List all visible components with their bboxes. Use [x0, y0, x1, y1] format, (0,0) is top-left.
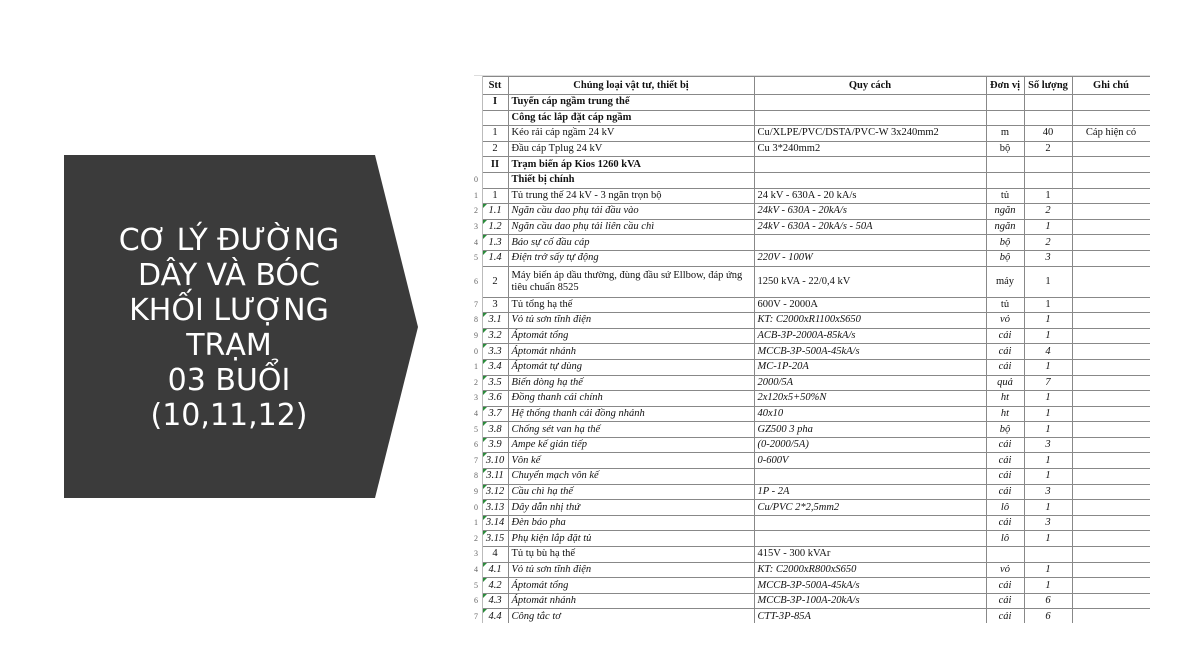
cell-stt: 1 [482, 126, 508, 142]
table-row [474, 126, 1150, 142]
cell-material: Vôn kế [508, 453, 754, 469]
cell-spec: Cu 3*240mm2 [754, 141, 986, 157]
cell-material: Báo sự cố đầu cáp [508, 235, 754, 251]
cell-material: Thiết bị chính [508, 172, 754, 188]
cell-stt: 3.5 [482, 375, 508, 391]
table-row [474, 188, 1150, 204]
banner-line: DÂY VÀ BÓC [138, 258, 320, 293]
cell-note [1072, 562, 1150, 578]
cell-quantity: 1 [1024, 578, 1072, 594]
cell-note [1072, 359, 1150, 375]
cell-unit: ngăn [986, 204, 1024, 220]
table-row [474, 406, 1150, 422]
cell-unit: tủ [986, 297, 1024, 313]
cell-note [1072, 391, 1150, 407]
cell-material: Vỏ tủ sơn tĩnh điện [508, 562, 754, 578]
row-number-header [474, 77, 482, 95]
row-number: 2 [474, 375, 482, 391]
cell-unit [986, 172, 1024, 188]
cell-quantity: 7 [1024, 375, 1072, 391]
cell-quantity: 6 [1024, 609, 1072, 623]
cell-quantity: 1 [1024, 531, 1072, 547]
table-row [474, 110, 1150, 126]
cell-spec: MCCB-3P-100A-20kA/s [754, 593, 986, 609]
cell-spec: KT: C2000xR1100xS650 [754, 313, 986, 329]
cell-stt: 3.10 [482, 453, 508, 469]
table-row [474, 437, 1150, 453]
cell-unit: m [986, 126, 1024, 142]
row-number: 9 [474, 328, 482, 344]
row-number: 6 [474, 593, 482, 609]
cell-material: Điện trở sấy tự động [508, 250, 754, 266]
table-row [474, 375, 1150, 391]
cell-stt: 1 [482, 188, 508, 204]
table-row [474, 359, 1150, 375]
cell-spec: 2000/5A [754, 375, 986, 391]
cell-material: Áptomát nhánh [508, 344, 754, 360]
cell-note [1072, 235, 1150, 251]
cell-unit: bộ [986, 141, 1024, 157]
cell-quantity: 1 [1024, 500, 1072, 516]
cell-unit: cái [986, 359, 1024, 375]
row-number: 3 [474, 391, 482, 407]
cell-material: Tủ trung thế 24 kV - 3 ngăn trọn bộ [508, 188, 754, 204]
cell-note [1072, 515, 1150, 531]
cell-note [1072, 204, 1150, 220]
row-number: 6 [474, 266, 482, 297]
cell-quantity [1024, 547, 1072, 563]
cell-quantity: 1 [1024, 469, 1072, 485]
row-number: 2 [474, 204, 482, 220]
cell-stt: II [482, 157, 508, 173]
row-number: 5 [474, 422, 482, 438]
cell-spec [754, 157, 986, 173]
cell-spec: Cu/PVC 2*2,5mm2 [754, 500, 986, 516]
cell-note [1072, 266, 1150, 297]
cell-quantity: 1 [1024, 406, 1072, 422]
cell-note [1072, 593, 1150, 609]
cell-unit: cái [986, 484, 1024, 500]
materials-table [474, 76, 1150, 623]
cell-stt: 3.9 [482, 437, 508, 453]
cell-note [1072, 297, 1150, 313]
row-number: 4 [474, 235, 482, 251]
cell-note [1072, 453, 1150, 469]
row-number: 7 [474, 453, 482, 469]
cell-stt: 3.1 [482, 313, 508, 329]
cell-quantity [1024, 157, 1072, 173]
cell-spec [754, 172, 986, 188]
row-number: 8 [474, 313, 482, 329]
banner-line: KHỐI LƯỢNG [129, 293, 329, 328]
row-number: 5 [474, 578, 482, 594]
cell-material: Áptomát tổng [508, 328, 754, 344]
cell-stt: 4.3 [482, 593, 508, 609]
table-row [474, 391, 1150, 407]
cell-spec: 24 kV - 630A - 20 kA/s [754, 188, 986, 204]
cell-note [1072, 375, 1150, 391]
cell-quantity: 1 [1024, 422, 1072, 438]
banner-line: 03 BUỔI [167, 363, 291, 398]
cell-spec: 1P - 2A [754, 484, 986, 500]
row-number: 1 [474, 515, 482, 531]
cell-quantity: 3 [1024, 250, 1072, 266]
cell-unit: cái [986, 328, 1024, 344]
cell-quantity [1024, 172, 1072, 188]
cell-quantity: 2 [1024, 141, 1072, 157]
cell-stt: 4.4 [482, 609, 508, 623]
cell-note [1072, 547, 1150, 563]
cell-unit: cái [986, 593, 1024, 609]
spreadsheet-image [474, 58, 1150, 623]
cell-spec [754, 531, 986, 547]
table-row [474, 469, 1150, 485]
table-row [474, 500, 1150, 516]
cell-material: Hệ thống thanh cái đồng nhánh [508, 406, 754, 422]
cell-stt: 3.15 [482, 531, 508, 547]
cell-material: Ampe kế gián tiếp [508, 437, 754, 453]
cell-spec: 600V - 2000A [754, 297, 986, 313]
cell-note [1072, 141, 1150, 157]
cell-quantity: 40 [1024, 126, 1072, 142]
row-number: 8 [474, 469, 482, 485]
cell-spec: 220V - 100W [754, 250, 986, 266]
banner-title [64, 196, 394, 460]
cell-quantity: 6 [1024, 593, 1072, 609]
cell-stt: 3.12 [482, 484, 508, 500]
cell-quantity: 1 [1024, 328, 1072, 344]
table-row [474, 204, 1150, 220]
cell-quantity: 4 [1024, 344, 1072, 360]
cell-quantity [1024, 110, 1072, 126]
cell-spec: CTT-3P-85A [754, 609, 986, 623]
cell-quantity: 3 [1024, 515, 1072, 531]
cell-stt: 3.8 [482, 422, 508, 438]
cell-note [1072, 110, 1150, 126]
row-number: 5 [474, 250, 482, 266]
cell-unit: bộ [986, 422, 1024, 438]
cell-material: Phụ kiện lắp đặt tủ [508, 531, 754, 547]
row-number: 1 [474, 359, 482, 375]
cell-unit [986, 157, 1024, 173]
cell-material: Áptomát tự dùng [508, 359, 754, 375]
header-unit: Đơn vị [986, 77, 1024, 95]
cell-spec: GZ500 3 pha [754, 422, 986, 438]
cell-unit: vỏ [986, 562, 1024, 578]
cell-spec [754, 515, 986, 531]
cell-material: Cầu chì hạ thế [508, 484, 754, 500]
cell-note [1072, 219, 1150, 235]
cell-stt: 3.13 [482, 500, 508, 516]
cell-material: Tủ tổng hạ thế [508, 297, 754, 313]
cell-material: Công tác lắp đặt cáp ngầm [508, 110, 754, 126]
cell-quantity: 3 [1024, 484, 1072, 500]
cell-note [1072, 157, 1150, 173]
row-number: 4 [474, 562, 482, 578]
row-number [474, 110, 482, 126]
cell-stt: 3.11 [482, 469, 508, 485]
table-header-row [474, 77, 1150, 95]
table-row [474, 266, 1150, 297]
table-row [474, 609, 1150, 623]
cell-spec: MCCB-3P-500A-45kA/s [754, 578, 986, 594]
cell-unit [986, 110, 1024, 126]
cell-unit: bộ [986, 235, 1024, 251]
cell-stt: 4.2 [482, 578, 508, 594]
cell-unit: ht [986, 406, 1024, 422]
table-row [474, 578, 1150, 594]
table-row [474, 172, 1150, 188]
header-material: Chủng loại vật tư, thiết bị [508, 77, 754, 95]
row-number [474, 157, 482, 173]
cell-unit [986, 95, 1024, 111]
table-row [474, 453, 1150, 469]
cell-material: Kéo rải cáp ngầm 24 kV [508, 126, 754, 142]
table-row [474, 157, 1150, 173]
cell-material: Ngăn cầu dao phụ tải đầu vào [508, 204, 754, 220]
cell-note [1072, 531, 1150, 547]
cell-spec: 2x120x5+50%N [754, 391, 986, 407]
cell-material: Đồng thanh cái chính [508, 391, 754, 407]
cell-quantity: 1 [1024, 562, 1072, 578]
cell-note [1072, 422, 1150, 438]
table-row [474, 562, 1150, 578]
cell-note [1072, 609, 1150, 623]
cell-stt: 1.1 [482, 204, 508, 220]
row-number: 7 [474, 609, 482, 623]
row-number: 6 [474, 437, 482, 453]
cell-note [1072, 437, 1150, 453]
cell-unit: cái [986, 515, 1024, 531]
header-stt: Stt [482, 77, 508, 95]
cell-material: Tủ tụ bù hạ thế [508, 547, 754, 563]
cell-spec: 24kV - 630A - 20kA/s [754, 204, 986, 220]
cell-stt: 3.7 [482, 406, 508, 422]
row-number: 0 [474, 344, 482, 360]
cell-stt: 1.4 [482, 250, 508, 266]
banner-line: CƠ LÝ ĐƯỜNG [118, 223, 340, 258]
cell-stt: 3.2 [482, 328, 508, 344]
cell-material: Dây dẫn nhị thứ [508, 500, 754, 516]
cell-quantity: 1 [1024, 391, 1072, 407]
cell-spec: 0-600V [754, 453, 986, 469]
cell-material: Công tắc tơ [508, 609, 754, 623]
cell-material: Đèn báo pha [508, 515, 754, 531]
cell-quantity: 1 [1024, 313, 1072, 329]
table-row [474, 95, 1150, 111]
cell-material: Tuyến cáp ngầm trung thế [508, 95, 754, 111]
cell-quantity: 2 [1024, 235, 1072, 251]
cell-material: Biến dòng hạ thế [508, 375, 754, 391]
cell-stt [482, 172, 508, 188]
row-number: 3 [474, 547, 482, 563]
table-row [474, 531, 1150, 547]
cell-material: Máy biến áp dầu thường, đùng đầu sứ Ellbow, đáp ứng tiêu chuẩn 8525 [508, 266, 754, 297]
row-number [474, 126, 482, 142]
row-number: 9 [474, 484, 482, 500]
cell-spec [754, 110, 986, 126]
row-number: 4 [474, 406, 482, 422]
row-number: 3 [474, 219, 482, 235]
cell-unit [986, 547, 1024, 563]
cell-unit: ngăn [986, 219, 1024, 235]
cell-stt: 3.4 [482, 359, 508, 375]
row-number [474, 141, 482, 157]
table-row [474, 593, 1150, 609]
table-row [474, 313, 1150, 329]
row-number: 1 [474, 188, 482, 204]
cell-spec: 40x10 [754, 406, 986, 422]
header-note: Ghi chú [1072, 77, 1150, 95]
cell-unit: máy [986, 266, 1024, 297]
cell-stt: 4 [482, 547, 508, 563]
cell-stt: 1.2 [482, 219, 508, 235]
cell-spec: MCCB-3P-500A-45kA/s [754, 344, 986, 360]
table-row [474, 515, 1150, 531]
cell-unit: quả [986, 375, 1024, 391]
cell-material: Chuyển mạch vôn kế [508, 469, 754, 485]
table-row [474, 235, 1150, 251]
row-number: 0 [474, 172, 482, 188]
cell-spec: KT: C2000xR800xS650 [754, 562, 986, 578]
cell-stt: 2 [482, 266, 508, 297]
table-row [474, 219, 1150, 235]
cell-stt: 2 [482, 141, 508, 157]
cell-spec: 24kV - 630A - 20kA/s - 50A [754, 219, 986, 235]
cell-note [1072, 469, 1150, 485]
cell-spec [754, 469, 986, 485]
cell-spec [754, 95, 986, 111]
cell-unit: tủ [986, 188, 1024, 204]
cell-quantity: 1 [1024, 266, 1072, 297]
cell-note [1072, 250, 1150, 266]
cell-note [1072, 172, 1150, 188]
cell-unit: cái [986, 344, 1024, 360]
cell-quantity: 1 [1024, 297, 1072, 313]
cell-quantity [1024, 95, 1072, 111]
cell-stt: 1.3 [482, 235, 508, 251]
cell-unit: cái [986, 578, 1024, 594]
cell-material: Ngăn cầu dao phụ tải liên cầu chì [508, 219, 754, 235]
cell-note [1072, 578, 1150, 594]
cell-material: Áptomát nhánh [508, 593, 754, 609]
cell-material: Chống sét van hạ thế [508, 422, 754, 438]
sheet-column-header-strip [474, 58, 1150, 76]
cell-note [1072, 406, 1150, 422]
row-number [474, 95, 482, 111]
cell-note [1072, 344, 1150, 360]
cell-note [1072, 95, 1150, 111]
cell-unit: lô [986, 500, 1024, 516]
cell-material: Áptomát tổng [508, 578, 754, 594]
table-row [474, 344, 1150, 360]
cell-note [1072, 313, 1150, 329]
cell-note [1072, 328, 1150, 344]
cell-quantity: 2 [1024, 204, 1072, 220]
cell-quantity: 1 [1024, 453, 1072, 469]
cell-quantity: 1 [1024, 359, 1072, 375]
cell-stt: 3.14 [482, 515, 508, 531]
cell-material: Đầu cáp Tplug 24 kV [508, 141, 754, 157]
cell-stt: 3 [482, 297, 508, 313]
cell-unit: cái [986, 437, 1024, 453]
row-number: 0 [474, 500, 482, 516]
table-row [474, 422, 1150, 438]
table-row [474, 250, 1150, 266]
cell-spec: ACB-3P-2000A-85kA/s [754, 328, 986, 344]
header-spec: Quy cách [754, 77, 986, 95]
table-row [474, 297, 1150, 313]
cell-note [1072, 484, 1150, 500]
banner-line: (10,11,12) [150, 398, 308, 433]
header-quantity: Số lượng [1024, 77, 1072, 95]
cell-unit: cái [986, 609, 1024, 623]
table-row [474, 328, 1150, 344]
cell-stt: 4.1 [482, 562, 508, 578]
table-row [474, 547, 1150, 563]
cell-note: Cáp hiện có [1072, 126, 1150, 142]
cell-material: Trạm biến áp Kios 1260 kVA [508, 157, 754, 173]
cell-spec: 1250 kVA - 22/0,4 kV [754, 266, 986, 297]
cell-spec: MC-1P-20A [754, 359, 986, 375]
cell-unit: cái [986, 453, 1024, 469]
cell-spec: (0-2000/5A) [754, 437, 986, 453]
row-number: 2 [474, 531, 482, 547]
cell-spec [754, 235, 986, 251]
cell-spec: Cu/XLPE/PVC/DSTA/PVC-W 3x240mm2 [754, 126, 986, 142]
cell-unit: bộ [986, 250, 1024, 266]
cell-stt: 3.3 [482, 344, 508, 360]
cell-note [1072, 500, 1150, 516]
cell-unit: vỏ [986, 313, 1024, 329]
cell-unit: ht [986, 391, 1024, 407]
cell-material: Vỏ tủ sơn tĩnh điện [508, 313, 754, 329]
cell-unit: cái [986, 469, 1024, 485]
cell-stt: 3.6 [482, 391, 508, 407]
cell-quantity: 1 [1024, 188, 1072, 204]
cell-unit: lô [986, 531, 1024, 547]
cell-note [1072, 188, 1150, 204]
row-number: 7 [474, 297, 482, 313]
table-row [474, 141, 1150, 157]
table-body [474, 95, 1150, 624]
cell-stt [482, 110, 508, 126]
banner-line: TRẠM [186, 328, 272, 363]
cell-quantity: 3 [1024, 437, 1072, 453]
cell-quantity: 1 [1024, 219, 1072, 235]
table-row [474, 484, 1150, 500]
cell-stt: I [482, 95, 508, 111]
cell-spec: 415V - 300 kVAr [754, 547, 986, 563]
